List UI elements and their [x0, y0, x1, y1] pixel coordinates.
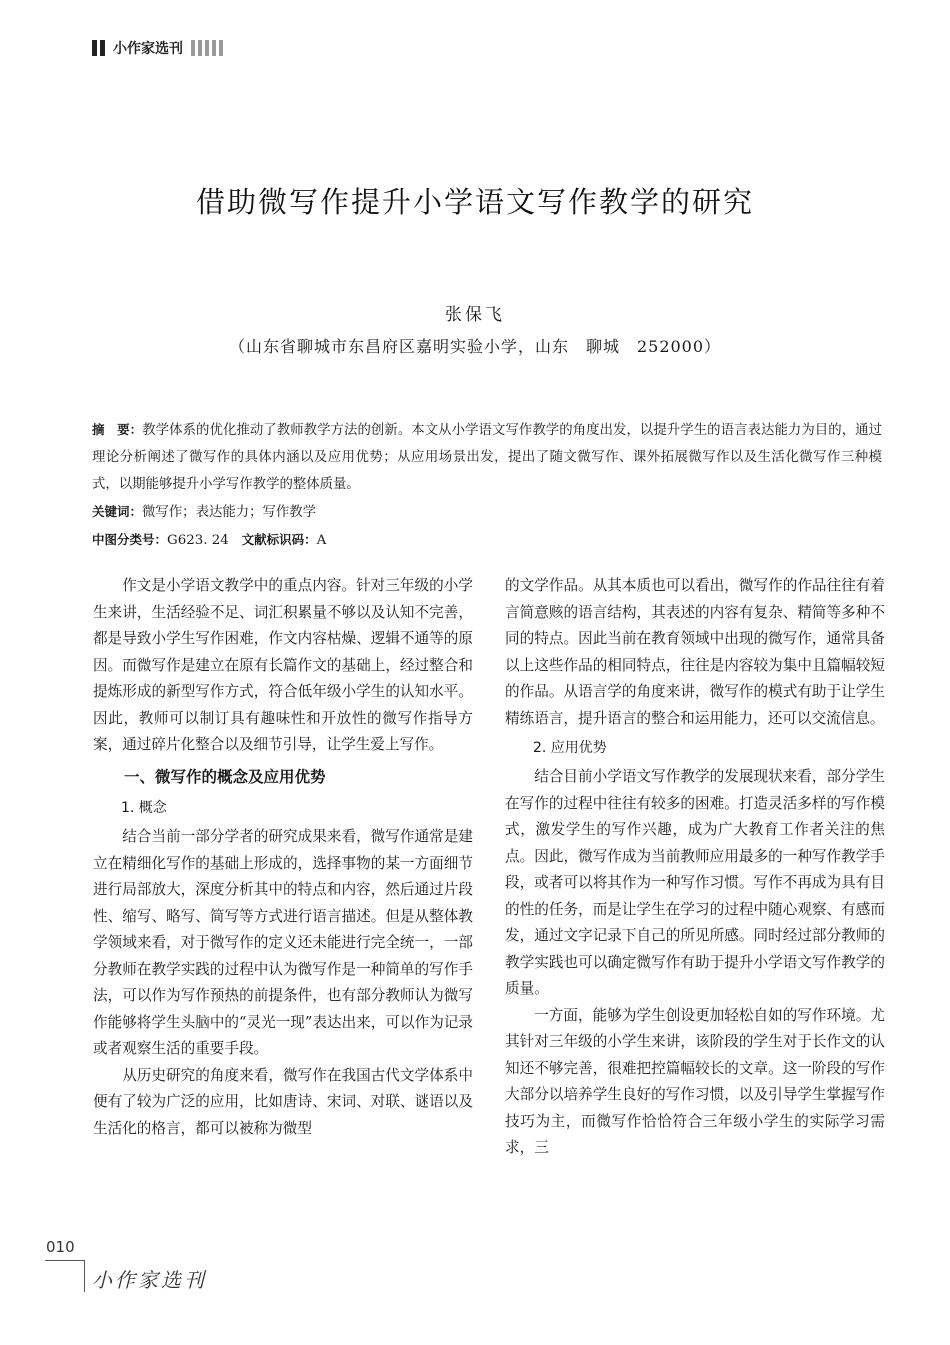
- doc-code-value: A: [316, 533, 327, 548]
- header-bars-icon: [92, 40, 105, 56]
- page-number: 010: [46, 1238, 75, 1256]
- right-column: [505, 573, 885, 1162]
- running-header: [92, 38, 223, 58]
- article-title: 借助微写作提升小学语文写作教学的研究: [195, 185, 754, 219]
- affiliation: （山东省聊城市东昌府区嘉明实验小学，山东 聊城 252000）: [228, 337, 722, 356]
- classification: [92, 526, 882, 554]
- footer-divider: [45, 1260, 85, 1261]
- doc-code-label: 文献标识码：: [241, 532, 317, 547]
- clc-label: 中图分类号：: [92, 532, 168, 547]
- section-heading: 一、微写作的概念及应用优势: [124, 767, 326, 786]
- keywords: [92, 498, 882, 526]
- paragraph: 一方面，能够为学生创设更加轻松自如的写作环境。尤其针对三年级的小学生来讲，该阶段的学生对于长作文的认知还不够完善，很难把控篇幅较长的文章。这一阶段的写作大部分以培养学生良好的写作习惯，以及引导学生掌握写作技巧为主，而微写作恰恰符合三年级小学生的实际学习需求，三: [505, 1006, 885, 1156]
- paragraph: 从历史研究的角度来看，微写作在我国古代文学体系中便有了较为广泛的应用，比如唐诗、宋词、对联、谜语以及生活化的格言，都可以被称为微型: [93, 1066, 473, 1137]
- journal-name: 小作家选刊: [113, 41, 183, 57]
- abstract-block: [92, 416, 882, 554]
- header-bars-light-icon: [191, 40, 223, 56]
- abstract: [92, 416, 882, 498]
- keywords-text: 微写作；表达能力；写作教学: [142, 505, 317, 520]
- subsection-heading: 1. 概念: [121, 800, 167, 816]
- paragraph: 的文学作品。从其本质也可以看出，微写作的作品往往有着言简意赅的语言结构，其表述的内容有复杂、精简等多种不同的特点。因此当前在教育领域中出现的微写作，通常具备以上这些作品的相同特点，往往是内容较为集中且篇幅较短的作品。从语言学的角度来讲，微写作的模式有助于让学生精练语言，提升语言的整合和运用能力，还可以交流信息。: [505, 577, 885, 727]
- abstract-label: 摘 要：: [92, 422, 143, 437]
- left-column: [93, 573, 473, 1142]
- clc-value: G623. 24: [167, 533, 229, 548]
- abstract-text: 教学体系的优化推动了教师教学方法的创新。本文从小学语文写作教学的角度出发，以提升学生的语言表达能力为目的，通过理论分析阐述了微写作的具体内涵以及应用优势；从应用场景出发，提出了随文微写作、课外拓展微写作以及生活化微写作三种模式，以期能够提升小学写作教学的整体质量。: [92, 423, 882, 492]
- paragraph: 结合当前一部分学者的研究成果来看，微写作通常是建立在精细化写作的基础上形成的，选择事物的某一方面细节进行局部放大，深度分析其中的特点和内容，然后通过片段性、缩写、略写、简写等方式进行语言描述。但是从整体教学领域来看，对于微写作的定义还未能进行完全统一，一部分教师在教学实践的过程中认为微写作是一种简单的写作手法，可以作为写作预热的前提条件，也有部分教师认为微写作能够将学生头脑中的“灵光一现”表达出来，可以作为记录或者观察生活的重要手段。: [93, 828, 473, 1057]
- subsection-heading: 2. 应用优势: [533, 740, 607, 756]
- paragraph: 结合目前小学语文写作教学的发展现状来看，部分学生在写作的过程中往往有较多的困难。打造灵活多样的写作模式，激发学生的写作兴趣，成为广大教育工作者关注的焦点。因此，微写作成为当前教师应用最多的一种写作教学手段，或者可以将其作为一种写作习惯。写作不再成为具有目的性的任务，而是让学生在学习的过程中随心观察、有感而发，通过文字记录下自己的所见所感。同时经过部分教师的教学实践也可以确定微写作有助于提升小学语文写作教学的质量。: [505, 768, 885, 997]
- footer-brand-logo: 小作家选刊: [92, 1268, 207, 1292]
- keywords-label: 关键词：: [92, 504, 143, 519]
- author: 张保飞: [445, 305, 505, 325]
- footer-divider-vertical: [84, 1260, 85, 1292]
- paragraph: 作文是小学语文教学中的重点内容。针对三年级的小学生来讲，生活经验不足、词汇积累量不够以及认知不完善，都是导致小学生写作困难，作文内容枯燥、逻辑不通等的原因。而微写作是建立在原有长篇作文的基础上，经过整合和提炼形成的新型写作方式，符合低年级小学生的认知水平。因此，教师可以制订具有趣味性和开放性的微写作指导方案，通过碎片化整合以及细节引导，让学生爱上写作。: [93, 577, 473, 753]
